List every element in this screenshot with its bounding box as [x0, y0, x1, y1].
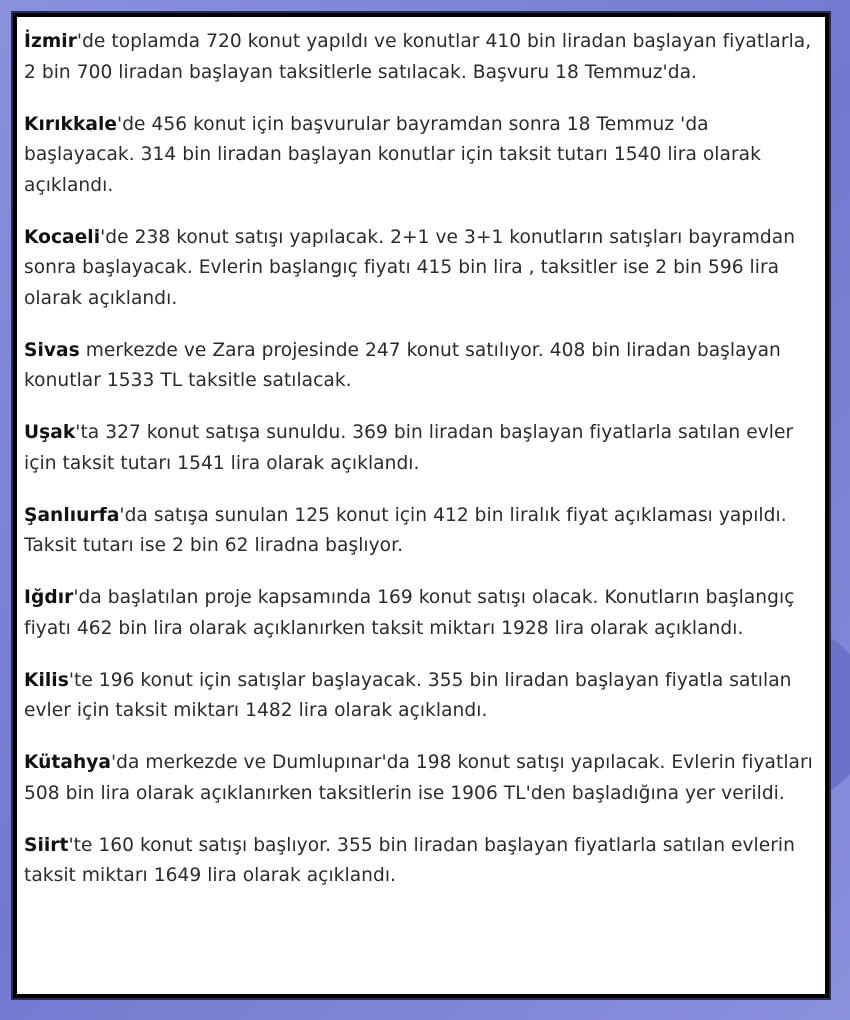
paragraph-kilis [24, 666, 825, 727]
paragraph-text: 'ta 327 konut satışa sunuldu. 369 bin liradan başlayan fiyatlarla satılan evler için taksit tutarı 1541 lira olarak açıklandı. [24, 422, 794, 474]
city-name: Kütahya [24, 752, 112, 773]
city-name: Kırıkkale [24, 113, 118, 135]
city-name: Şanlıurfa [24, 504, 120, 526]
paragraph-siirt [24, 831, 825, 892]
paragraph-text: 'de 456 konut için başvurular bayramdan sonra 18 Temmuz 'da başlayacak. 314 bin liradan başlayan konutlar için taksit tutarı 1540 lira olarak açıklandı. [24, 113, 761, 196]
paragraph-text: 'da satışa sunulan 125 konut için 412 bin liralık fiyat açıklaması yapıldı. Taksit tutarı ise 2 bin 62 liradna başlıyor. [24, 504, 787, 556]
paragraph-text: 'da merkezde ve Dumlupınar'da 198 konut satışı yapılacak. Evlerin fiyatları 508 bin lira olarak açıklanırken taksitlerin ise 1906 TL'den başladığına yer verildi. [24, 752, 813, 804]
paragraph-kirikkale [24, 110, 825, 202]
paragraph-usak [24, 418, 825, 479]
city-name: Kilis [24, 669, 69, 691]
article-panel [17, 17, 825, 994]
city-name: Kocaeli [24, 226, 101, 248]
paragraph-text: 'te 196 konut için satışlar başlayacak. 355 bin liradan başlayan fiyatla satılan evler için taksit miktarı 1482 lira olarak açıklandı. [24, 669, 792, 721]
paragraph-kocaeli [24, 223, 825, 315]
city-name: Uşak [24, 422, 76, 443]
paragraph-igdir [24, 583, 825, 644]
paragraph-text: 'de toplamda 720 konut yapıldı ve konutlar 410 bin liradan başlayan fiyatlarla, 2 bin 700 liradan başlayan taksitlerle satılacak. Başvuru 18 Temmuz'da. [24, 31, 812, 83]
paragraph-sanliurfa [24, 501, 825, 562]
paragraph-izmir [24, 27, 825, 88]
paragraph-text: 'te 160 konut satışı başlıyor. 355 bin liradan başlayan fiyatlarla satılan evlerin taksit miktarı 1649 lira olarak açıklandı. [24, 834, 795, 886]
article-body [17, 17, 825, 892]
city-name: Iğdır [24, 587, 74, 608]
paragraph-sivas [24, 336, 825, 397]
city-name: Sivas [24, 339, 80, 361]
city-name: Siirt [24, 834, 69, 856]
paragraph-text: merkezde ve Zara projesinde 247 konut satılıyor. 408 bin liradan başlayan konutlar 1533 TL taksitle satılacak. [24, 339, 781, 391]
article-frame [11, 11, 831, 1000]
paragraph-text: 'da başlatılan proje kapsamında 169 konut satışı olacak. Konutların başlangıç fiyatı 462 bin lira olarak açıklanırken taksit miktarı 1928 lira olarak açıklandı. [24, 587, 795, 639]
city-name: İzmir [24, 31, 77, 52]
paragraph-kutahya [24, 748, 825, 809]
paragraph-text: 'de 238 konut satışı yapılacak. 2+1 ve 3+1 konutların satışları bayramdan sonra başlayacak. Evlerin başlangıç fiyatı 415 bin lira , taksitler ise 2 bin 596 lira olarak açıklandı. [24, 226, 796, 309]
